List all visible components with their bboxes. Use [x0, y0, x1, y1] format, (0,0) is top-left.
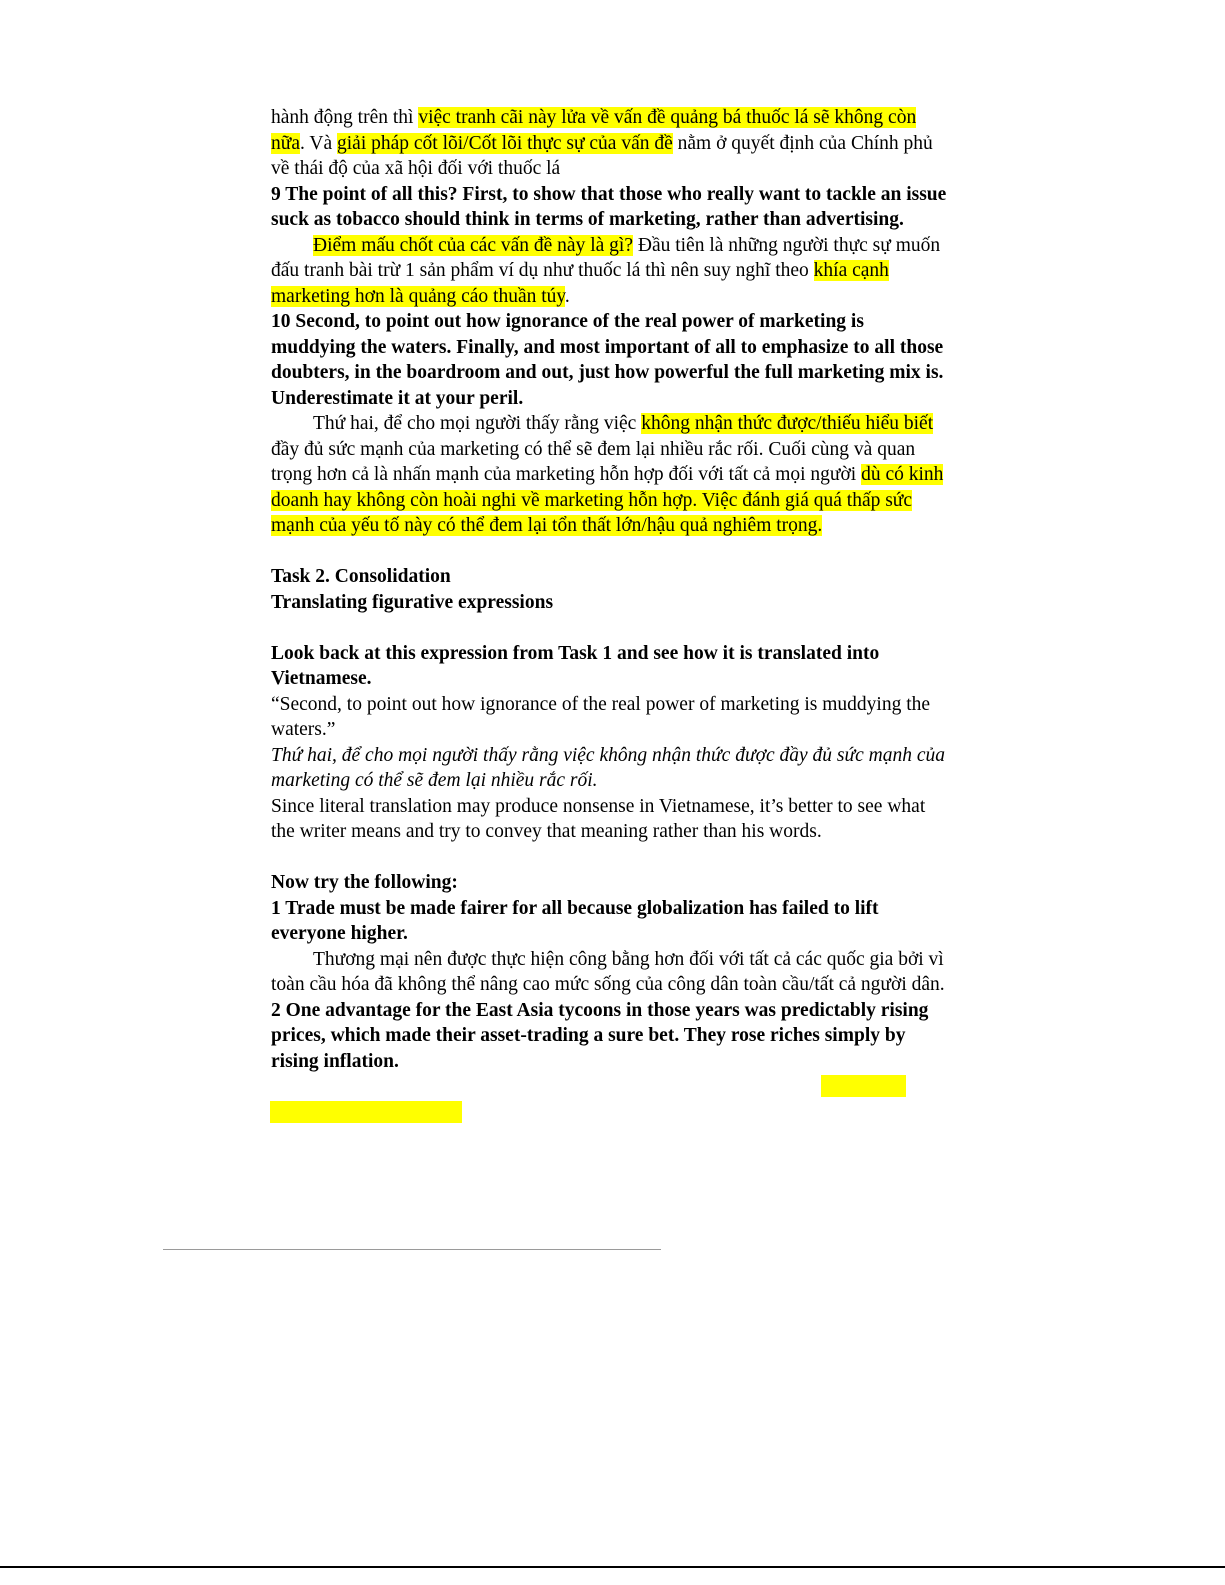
footnote-separator [163, 1249, 661, 1250]
text-run: Underestimate it at your peril. [271, 387, 524, 409]
text-line [271, 1049, 399, 1075]
text-line [271, 666, 372, 692]
highlighted-text: việc tranh cãi này lửa về vấn đề quảng bá thuốc lá sẽ không còn [418, 107, 917, 128]
text-run: toàn cầu hóa đã không thể nâng cao mức sống của công dân toàn cầu/tất cả người dân. [271, 974, 945, 995]
empty-highlight-2 [270, 1101, 462, 1123]
text-line [271, 819, 822, 845]
text-run: Translating figurative expressions [271, 591, 554, 613]
text-run: 9 The point of all this? First, to show that those who really want to tackle an issue [271, 183, 947, 205]
text-run: muddying the waters. Finally, and most important of all to emphasize to all those [271, 336, 944, 358]
text-line [271, 309, 864, 335]
text-line [313, 233, 940, 259]
text-line [271, 921, 408, 947]
highlighted-text: nữa [271, 132, 300, 154]
text-line [271, 488, 912, 514]
text-run: Vietnamese. [271, 668, 372, 689]
text-run: Thứ hai, để cho mọi người thấy rằng việc không nhận thức được đầy đủ sức mạnh của [271, 744, 946, 766]
text-run: 2 One advantage for the East Asia tycoons in those years was predictably rising [271, 999, 929, 1021]
text-run: trọng hơn cả là nhấn mạnh của marketing hỗn hợp đối với tất cả mọi người [271, 464, 862, 485]
text-line [271, 590, 553, 616]
text-run: . Và [299, 132, 337, 154]
empty-highlight-1 [821, 1075, 906, 1097]
text-run: waters.” [271, 719, 336, 740]
text-run: rising inflation. [271, 1050, 399, 1072]
text-line [271, 386, 523, 412]
text-line [271, 207, 904, 233]
text-run: “Second, to point out how ignorance of the real power of marketing is muddying the [271, 693, 931, 715]
highlighted-text: marketing hơn là quảng cáo thuần túy [271, 285, 565, 307]
highlighted-text: dù có kinh [861, 464, 944, 485]
text-line [271, 462, 943, 488]
highlighted-text: Điểm mấu chốt của các vấn đề này là gì? [313, 234, 633, 256]
text-line [271, 335, 943, 361]
highlighted-text: không nhận thức được/thiếu hiểu biết [641, 413, 934, 434]
text-run: 10 Second, to point out how ignorance of the real power of marketing is [271, 311, 864, 332]
text-run: Look back at this expression from Task 1 and see how it is translated into [271, 642, 880, 664]
text-run: Thứ hai, để cho mọi người thấy rằng việc [313, 413, 642, 434]
text-run: đầy đủ sức mạnh của marketing có thể sẽ đem lại nhiều rắc rối. Cuối cùng và quan [271, 438, 916, 460]
text-run: 1 Trade must be made fairer for all because globalization has failed to lift [271, 897, 879, 919]
page-bottom-border [0, 1566, 1225, 1568]
text-run: Đầu tiên là những người thực sự muốn [632, 234, 941, 256]
text-line [271, 641, 879, 667]
text-run: về thái độ của xã hội đối với thuốc lá [271, 158, 561, 179]
text-run: hành động trên thì [271, 107, 419, 128]
text-line [271, 131, 933, 157]
text-run: prices, which made their asset-trading a sure bet. They rose riches simply by [271, 1025, 906, 1046]
text-run: . [564, 285, 570, 307]
text-run: marketing có thể sẽ đem lại nhiều rắc rối. [271, 770, 598, 791]
text-line [271, 998, 928, 1024]
text-line [271, 156, 560, 182]
highlighted-text: mạnh của yếu tố này có thể đem lại tổn thất lớn/hậu quả nghiêm trọng. [271, 515, 823, 536]
text-run: Since literal translation may produce nonsense in Vietnamese, it’s better to see what [271, 795, 926, 817]
text-line [271, 1023, 905, 1049]
text-line [271, 896, 879, 922]
text-line [271, 437, 915, 463]
text-run: Task 2. Consolidation [271, 566, 451, 587]
text-line [271, 105, 916, 131]
text-line [271, 768, 598, 794]
highlighted-text: khía cạnh [813, 260, 889, 281]
text-line [271, 717, 335, 743]
text-line [271, 182, 946, 208]
text-line [313, 411, 933, 437]
text-line [271, 794, 925, 820]
highlighted-text: doanh hay không còn hoài nghi về marketing hỗn hợp. Việc đánh giá quá thấp sức [271, 489, 913, 511]
text-run: the writer means and try to convey that meaning rather than his words. [271, 821, 822, 842]
highlighted-text: giải pháp cốt lõi/Cốt lõi thực sự của vấn đề [337, 132, 673, 154]
text-line [271, 692, 930, 718]
text-run: everyone higher. [271, 923, 408, 944]
text-run: đấu tranh bài trừ 1 sản phẩm ví dụ như thuốc lá thì nên suy nghĩ theo [271, 260, 814, 281]
text-line [271, 743, 945, 769]
text-run: suck as tobacco should think in terms of marketing, rather than advertising. [271, 209, 904, 230]
text-run: Now try the following: [271, 872, 458, 893]
text-run: doubters, in the boardroom and out, just how powerful the full marketing mix is. [271, 362, 944, 383]
text-line [271, 972, 945, 998]
text-line [271, 258, 889, 284]
text-run: Thương mại nên được thực hiện công bằng hơn đối với tất cả các quốc gia bởi vì [313, 948, 944, 970]
text-line [313, 947, 944, 973]
text-line [271, 513, 822, 539]
text-line [271, 284, 570, 310]
text-line [271, 870, 458, 896]
text-line [271, 360, 943, 386]
text-run: nằm ở quyết định của Chính phủ [672, 132, 933, 154]
text-line [271, 564, 451, 590]
